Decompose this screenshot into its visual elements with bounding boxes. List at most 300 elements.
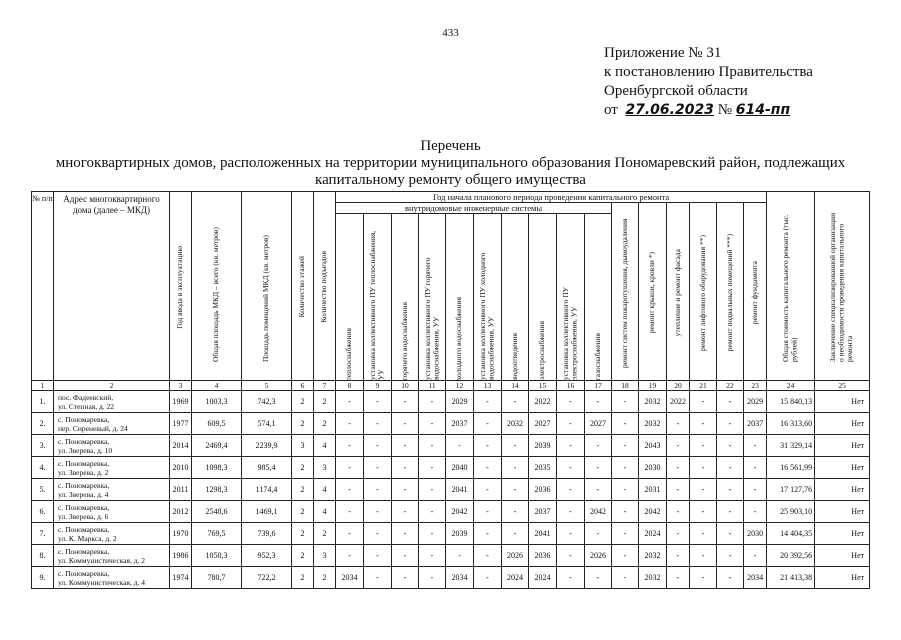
table-cell: 2024 — [502, 567, 529, 589]
table-cell: 2030 — [639, 457, 667, 479]
table-cell: 985,4 — [242, 457, 292, 479]
table-cell: - — [419, 545, 446, 567]
table-cell: - — [419, 479, 446, 501]
address-line-1: с. Пономаревка, — [58, 568, 110, 578]
col-total-area-header — [192, 192, 242, 381]
date-prefix: от — [604, 102, 618, 118]
table-cell: 739,6 — [242, 523, 292, 545]
table-cell: 2012 — [170, 501, 192, 523]
table-cell: - — [474, 523, 502, 545]
table-cell: - — [612, 413, 639, 435]
table-cell: - — [717, 567, 744, 589]
column-number-cell: 17 — [585, 381, 612, 391]
table-cell: - — [419, 523, 446, 545]
table-cell: - — [364, 435, 392, 457]
col-18-header — [612, 203, 639, 381]
table-cell: - — [612, 435, 639, 457]
table-cell: - — [612, 567, 639, 589]
column-number-cell: 15 — [529, 381, 557, 391]
col-cost-header — [767, 192, 815, 381]
table-cell: - — [392, 457, 419, 479]
table-cell: 2034 — [744, 567, 767, 589]
column-number-cell: 24 — [767, 381, 815, 391]
table-cell: 15 840,13 — [767, 391, 815, 413]
table-cell: - — [364, 545, 392, 567]
table-cell: 2 — [292, 479, 314, 501]
title-line-3: капитальному ремонту общего имущества — [315, 172, 586, 188]
table-cell: - — [667, 435, 690, 457]
table-cell: 2022 — [529, 391, 557, 413]
table-cell: - — [585, 523, 612, 545]
table-cell: 2031 — [639, 479, 667, 501]
col-13-header — [474, 214, 502, 381]
table-cell: - — [502, 457, 529, 479]
document-title — [0, 138, 901, 189]
table-cell: 2035 — [529, 457, 557, 479]
table-cell: 2469,4 — [192, 435, 242, 457]
address-line-2: ул. Зверева, д. 6 — [58, 511, 109, 521]
col-13-label: установка коллективного ПУ холодного водоснабжения, УУ — [478, 252, 496, 380]
col-12-label: холодного водоснабжения — [454, 296, 464, 380]
title-line-2: многоквартирных домов, расположенных на территории муниципального образования Пономаревский район, подлежащих — [55, 155, 846, 171]
table-cell: - — [717, 457, 744, 479]
table-cell: 2032 — [639, 545, 667, 567]
address-line-2: ул. Зверева, д. 4 — [58, 489, 109, 499]
address-cell — [54, 545, 170, 567]
table-cell: 2 — [314, 413, 336, 435]
table-cell: 2 — [292, 413, 314, 435]
table-cell: 2039 — [446, 523, 474, 545]
table-cell: - — [585, 391, 612, 413]
col-19-label: ремонт крыши, кровли *) — [647, 251, 657, 334]
col-16-label: установка коллективного ПУ электроснабжения, УУ — [561, 287, 579, 380]
table-cell: - — [557, 501, 585, 523]
column-number-cell: 11 — [419, 381, 446, 391]
col-year-header — [170, 192, 192, 381]
table-cell: - — [474, 545, 502, 567]
table-cell: Нет — [815, 501, 870, 523]
column-number-cell: 7 — [314, 381, 336, 391]
table-cell: - — [392, 413, 419, 435]
table-cell: 2024 — [529, 567, 557, 589]
col-14-label: водоотведения — [509, 333, 519, 380]
table-cell: - — [585, 567, 612, 589]
table-row — [32, 501, 870, 523]
appendix-date-line — [604, 101, 813, 120]
table-cell: - — [474, 567, 502, 589]
table-cell: 3 — [314, 545, 336, 567]
column-number-cell: 9 — [364, 381, 392, 391]
column-number-cell: 16 — [557, 381, 585, 391]
col-11-header — [419, 214, 446, 381]
table-cell: 2026 — [502, 545, 529, 567]
col-22-label: ремонт подвальных помещений ***) — [724, 233, 734, 352]
table-cell: - — [392, 545, 419, 567]
address-cell — [54, 523, 170, 545]
table-cell: - — [336, 545, 364, 567]
table-body — [32, 381, 870, 589]
table-cell: - — [612, 479, 639, 501]
table-cell: - — [612, 391, 639, 413]
column-number-cell: 1 — [32, 381, 54, 391]
table-cell: - — [717, 523, 744, 545]
address-cell — [54, 567, 170, 589]
table-cell: Нет — [815, 545, 870, 567]
table-cell: - — [585, 479, 612, 501]
row-number-cell: 5. — [32, 479, 54, 501]
table-cell: - — [612, 457, 639, 479]
table-cell: - — [690, 435, 717, 457]
table-cell: 1098,3 — [192, 457, 242, 479]
date-value: 27.06.2023 — [625, 102, 714, 118]
table-cell: - — [419, 413, 446, 435]
column-number-cell: 20 — [667, 381, 690, 391]
table-cell: 1298,3 — [192, 479, 242, 501]
row-number-cell: 9. — [32, 567, 54, 589]
address-line-2: ул. Коммунистическая, д. 2 — [58, 555, 146, 565]
buildings-table — [31, 191, 870, 589]
table-cell: - — [667, 501, 690, 523]
table-cell: - — [557, 413, 585, 435]
col-entrances-header — [314, 192, 336, 381]
col-22-header — [717, 203, 744, 381]
table-cell: - — [717, 545, 744, 567]
column-number-cell: 6 — [292, 381, 314, 391]
table-cell: - — [667, 567, 690, 589]
table-cell: 4 — [314, 479, 336, 501]
table-cell: - — [612, 523, 639, 545]
table-cell: 2034 — [336, 567, 364, 589]
table-cell: - — [667, 523, 690, 545]
col-12-header — [446, 214, 474, 381]
table-cell: 2032 — [639, 567, 667, 589]
table-cell: - — [744, 457, 767, 479]
table-cell: 2029 — [446, 391, 474, 413]
address-line-2: ул. Зверева, д. 10 — [58, 445, 113, 455]
table-cell: - — [502, 523, 529, 545]
column-number-cell: 25 — [815, 381, 870, 391]
table-cell: - — [336, 479, 364, 501]
table-cell: 2036 — [529, 545, 557, 567]
col-premises-area-header — [242, 192, 292, 381]
table-cell: - — [717, 413, 744, 435]
col-entrances-label: Количество подъездов — [319, 251, 329, 323]
table-cell: 2037 — [744, 413, 767, 435]
table-cell: - — [585, 435, 612, 457]
table-cell: - — [667, 545, 690, 567]
table-cell: - — [744, 435, 767, 457]
table-cell: - — [336, 501, 364, 523]
col-conclusion-header — [815, 192, 870, 381]
address-line-2: ул. Зверева, д. 2 — [58, 467, 109, 477]
table-cell: 952,3 — [242, 545, 292, 567]
table-cell: 2032 — [639, 413, 667, 435]
address-line-1: с. Пономаревка, — [58, 480, 110, 490]
col-9-label: установка коллективного ПУ теплоснабжения, УУ — [368, 230, 386, 380]
table-cell: Нет — [815, 523, 870, 545]
address-line-2: ул. К. Маркса, д. 2 — [58, 533, 117, 543]
table-cell: - — [364, 391, 392, 413]
table-cell: - — [474, 391, 502, 413]
table-cell: 2037 — [529, 501, 557, 523]
table-cell: 2 — [292, 567, 314, 589]
column-number-cell: 13 — [474, 381, 502, 391]
table-row — [32, 567, 870, 589]
table-cell: - — [446, 435, 474, 457]
table-row — [32, 391, 870, 413]
table-cell: 2041 — [446, 479, 474, 501]
title-line-1: Перечень — [420, 138, 481, 154]
column-number-cell: 23 — [744, 381, 767, 391]
table-cell: - — [557, 435, 585, 457]
address-line-2: пер. Сиреневый, д. 24 — [58, 423, 128, 433]
table-cell: 2010 — [170, 457, 192, 479]
table-cell: - — [474, 413, 502, 435]
table-cell: - — [717, 479, 744, 501]
column-number-cell: 18 — [612, 381, 639, 391]
table-cell: 2043 — [639, 435, 667, 457]
table-cell: 1977 — [170, 413, 192, 435]
table-cell: 2042 — [639, 501, 667, 523]
table-cell: 574,1 — [242, 413, 292, 435]
table-cell: - — [612, 501, 639, 523]
number-prefix: № — [717, 102, 732, 118]
column-number-cell: 21 — [690, 381, 717, 391]
table-cell: - — [585, 457, 612, 479]
table-cell: 2036 — [529, 479, 557, 501]
table-cell: 1050,3 — [192, 545, 242, 567]
table-cell: 16 313,60 — [767, 413, 815, 435]
table-cell: 21 413,38 — [767, 567, 815, 589]
table-cell: - — [502, 435, 529, 457]
column-number-row — [32, 381, 870, 391]
table-cell: - — [690, 545, 717, 567]
row-number-cell: 6. — [32, 501, 54, 523]
subgroup-header: внутридомовые инженерные системы — [336, 203, 612, 214]
table-cell: 2039 — [529, 435, 557, 457]
table-cell: - — [744, 501, 767, 523]
appendix-line-3: Оренбургской области — [604, 83, 748, 99]
table-cell: - — [717, 501, 744, 523]
table-cell: 2032 — [639, 391, 667, 413]
table-cell: 3 — [292, 435, 314, 457]
table-cell: 2 — [314, 567, 336, 589]
table-row — [32, 435, 870, 457]
table-cell: Нет — [815, 435, 870, 457]
col-year-label: Год ввода в эксплуатацию — [175, 245, 185, 329]
table-cell: 2 — [314, 523, 336, 545]
table-cell: 742,3 — [242, 391, 292, 413]
col-10-header — [392, 214, 419, 381]
address-line-1: с. Пономаревка, — [58, 414, 110, 424]
column-number-cell: 10 — [392, 381, 419, 391]
table-cell: - — [690, 479, 717, 501]
table-cell: 2 — [292, 391, 314, 413]
col-16-header — [557, 214, 585, 381]
table-cell: - — [667, 413, 690, 435]
col-8-label: теплоснабжения — [344, 327, 354, 380]
table-cell: 722,2 — [242, 567, 292, 589]
table-cell: Нет — [815, 413, 870, 435]
col-20-header — [667, 203, 690, 381]
column-number-cell: 4 — [192, 381, 242, 391]
table-row — [32, 413, 870, 435]
address-cell — [54, 391, 170, 413]
table-cell: - — [474, 479, 502, 501]
col-17-header — [585, 214, 612, 381]
col-cost-label: Общая стоимость капитального ремонта (тыс. рублей) — [781, 214, 799, 362]
col-23-label: ремонт фундамента — [749, 260, 759, 325]
table-cell: 2024 — [639, 523, 667, 545]
table-cell: Нет — [815, 567, 870, 589]
table-row — [32, 479, 870, 501]
col-18-label: ремонт систем пожаротушения, дымоудаления — [619, 218, 629, 368]
table-cell: - — [419, 391, 446, 413]
table-cell: - — [690, 501, 717, 523]
address-line-2: ул. Коммунистическая, д. 4 — [58, 577, 146, 587]
table-cell: 1174,4 — [242, 479, 292, 501]
table-cell: - — [690, 567, 717, 589]
table-cell: 2032 — [502, 413, 529, 435]
table-cell: 4 — [314, 501, 336, 523]
table-cell: 2041 — [529, 523, 557, 545]
table-cell: 20 392,56 — [767, 545, 815, 567]
col-total-area-label: Общая площадь МКД – всего (кв. метров) — [211, 227, 221, 362]
col-14-header — [502, 214, 529, 381]
table-cell: 2022 — [667, 391, 690, 413]
column-number-cell: 12 — [446, 381, 474, 391]
table-cell: - — [557, 523, 585, 545]
address-cell — [54, 501, 170, 523]
col-21-label: ремонт лифтового оборудования **) — [697, 234, 707, 351]
table-cell: 2029 — [744, 391, 767, 413]
table-cell: 2239,9 — [242, 435, 292, 457]
col-15-label: электроснабжения — [537, 321, 547, 380]
table-cell: 14 404,35 — [767, 523, 815, 545]
table-cell: - — [392, 435, 419, 457]
col-19-header — [639, 203, 667, 381]
table-cell: 1970 — [170, 523, 192, 545]
table-cell: 4 — [314, 435, 336, 457]
table-cell: - — [419, 457, 446, 479]
column-number-cell: 14 — [502, 381, 529, 391]
table-cell: 3 — [314, 457, 336, 479]
table-cell: - — [392, 391, 419, 413]
table-cell: - — [717, 435, 744, 457]
table-cell: - — [364, 523, 392, 545]
col-address-header: Адрес многоквартирного дома (далее – МКД) — [54, 192, 170, 381]
row-number-cell: 3. — [32, 435, 54, 457]
table-cell: - — [557, 457, 585, 479]
table-cell: - — [336, 523, 364, 545]
table-cell: 31 329,14 — [767, 435, 815, 457]
table-cell: - — [392, 567, 419, 589]
table-cell: - — [690, 413, 717, 435]
table-cell: - — [502, 501, 529, 523]
table-cell: - — [364, 567, 392, 589]
table-cell: 2030 — [744, 523, 767, 545]
row-number-cell: 4. — [32, 457, 54, 479]
table-cell: Нет — [815, 457, 870, 479]
table-cell: 1969 — [170, 391, 192, 413]
table-cell: 1469,1 — [242, 501, 292, 523]
address-cell — [54, 435, 170, 457]
col-num-header: № п/п — [32, 192, 54, 381]
table-cell: - — [364, 457, 392, 479]
col-conclusion-label: Заключение специализированной организации о необходимости проведения капитального ремонта — [828, 212, 855, 362]
appendix-block — [604, 44, 813, 120]
address-cell — [54, 413, 170, 435]
table-cell: - — [557, 545, 585, 567]
address-line-1: с. Пономаревка, — [58, 524, 110, 534]
table-cell: 2040 — [446, 457, 474, 479]
table-cell: 2 — [292, 523, 314, 545]
row-number-cell: 2. — [32, 413, 54, 435]
table-cell: - — [474, 435, 502, 457]
row-number-cell: 8. — [32, 545, 54, 567]
address-line-1: с. Пономаревка, — [58, 436, 110, 446]
col-premises-area-label: Площадь помещений МКД (кв. метров) — [261, 235, 271, 362]
table-cell: 17 127,76 — [767, 479, 815, 501]
table-cell: 2 — [292, 501, 314, 523]
table-cell: 16 561,99 — [767, 457, 815, 479]
table-cell: 780,7 — [192, 567, 242, 589]
column-number-cell: 8 — [336, 381, 364, 391]
row-number-cell: 1. — [32, 391, 54, 413]
table-cell: - — [336, 413, 364, 435]
table-cell: 2027 — [529, 413, 557, 435]
appendix-line-2: к постановлению Правительства — [604, 64, 813, 80]
table-cell: 2027 — [585, 413, 612, 435]
col-10-label: горячего водоснабжения — [399, 301, 409, 380]
table-cell: Нет — [815, 391, 870, 413]
table-cell: 2548,6 — [192, 501, 242, 523]
table-cell: 1986 — [170, 545, 192, 567]
table-cell: - — [557, 567, 585, 589]
col-floors-label: Количество этажей — [297, 256, 307, 318]
table-cell: - — [392, 479, 419, 501]
column-number-cell: 2 — [54, 381, 170, 391]
table-cell: 769,5 — [192, 523, 242, 545]
table-cell: Нет — [815, 479, 870, 501]
table-cell: 2042 — [585, 501, 612, 523]
table-cell: - — [667, 479, 690, 501]
column-number-cell: 19 — [639, 381, 667, 391]
table-cell: 2 — [292, 457, 314, 479]
table-cell: - — [336, 457, 364, 479]
col-8-header — [336, 214, 364, 381]
table-cell: - — [502, 479, 529, 501]
table-cell: - — [667, 457, 690, 479]
col-11-label: установка коллективного ПУ горячего водоснабжения, УУ — [422, 257, 440, 380]
address-cell — [54, 479, 170, 501]
col-23-header — [744, 203, 767, 381]
table-cell: - — [364, 479, 392, 501]
table-cell: - — [690, 391, 717, 413]
table-cell: - — [612, 545, 639, 567]
table-cell: - — [364, 413, 392, 435]
col-15-header — [529, 214, 557, 381]
table-cell: 2 — [292, 545, 314, 567]
address-line-1: с. Пономаревка, — [58, 502, 110, 512]
table-cell: 2037 — [446, 413, 474, 435]
table-cell: - — [744, 479, 767, 501]
table-cell: 2014 — [170, 435, 192, 457]
table-cell: - — [419, 435, 446, 457]
table-cell: - — [419, 567, 446, 589]
address-line-1: пос. Фадеевский, — [58, 392, 114, 402]
table-row — [32, 457, 870, 479]
